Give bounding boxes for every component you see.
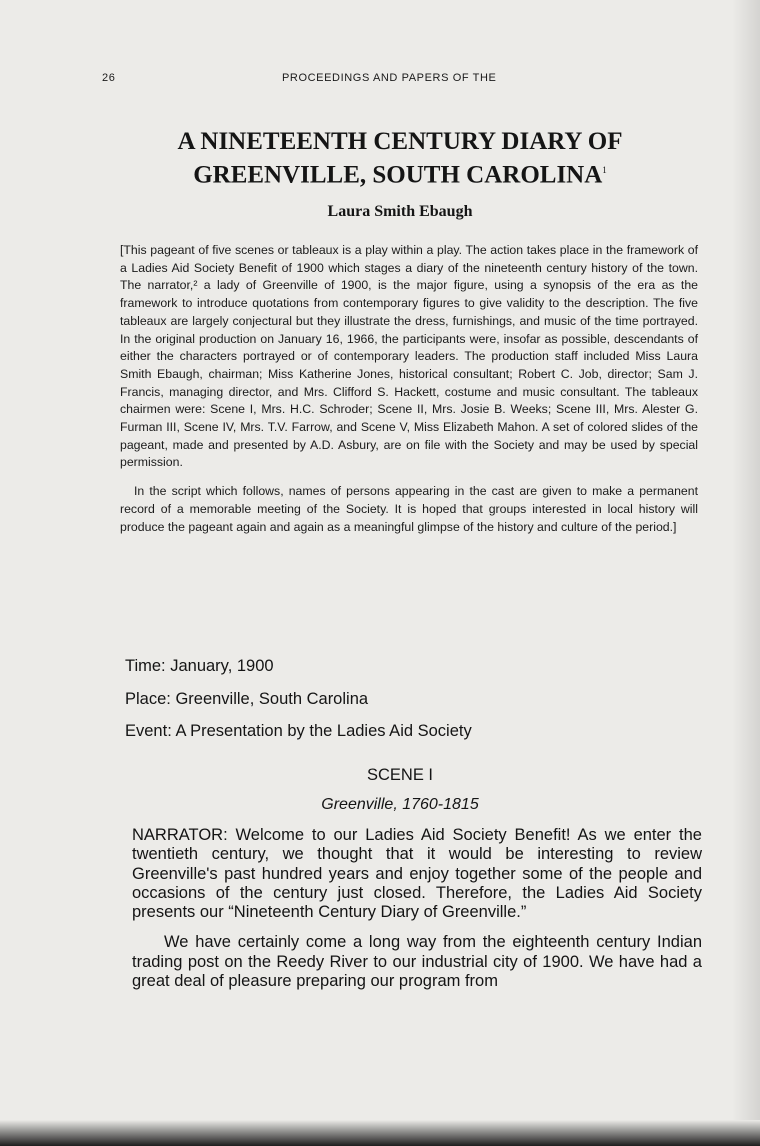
page-gutter-shadow bbox=[732, 0, 760, 1146]
scene-title: SCENE I bbox=[366, 766, 434, 784]
author-name: Laura Smith Ebaugh bbox=[327, 203, 473, 220]
scene-subtitle: Greenville, 1760-1815 bbox=[321, 796, 479, 813]
setting-time: Time: January, 1900 bbox=[125, 657, 274, 675]
narrator-paragraph-1: NARRATOR: Welcome to our Ladies Aid Society Benefit! As we enter the twentieth century, we thought that it would be interesting to review Greenville's past hundred years and enjoy together some of the people and occasions of the century just closed. Therefore, the Ladies Aid Society presents our “Nineteenth Century Diary of Greenville.” bbox=[132, 826, 702, 922]
intro-paragraph-2: In the script which follows, names of persons appearing in the cast are given to make a permanent record of a memorable meeting of the Society. It is hoped that groups interested in local history will produce the pageant again and again as a meaningful glimpse of the history and culture of the period.] bbox=[120, 484, 698, 534]
page-bottom-shadow bbox=[0, 1120, 760, 1146]
setting-event: Event: A Presentation by the Ladies Aid Society bbox=[125, 722, 472, 740]
title-line-2-text: GREENVILLE, SOUTH CAROLINA bbox=[193, 161, 603, 189]
title-footnote-mark: 1 bbox=[602, 165, 607, 175]
scene-text bbox=[132, 826, 702, 991]
running-title: PROCEEDINGS AND PAPERS OF THE bbox=[282, 72, 497, 84]
article-title bbox=[100, 128, 700, 189]
narrator-paragraph-2: We have certainly come a long way from the eighteenth century Indian trading post on the Reedy River to our industrial city of 1900. We have had a great deal of pleasure preparing our program from bbox=[132, 933, 702, 991]
title-line-2 bbox=[100, 156, 700, 189]
intro-paragraph-1: [This pageant of five scenes or tableaux is a play within a play. The action takes place in the framework of a Ladies Aid Society Benefit of 1900 which stages a diary of the nineteenth century history of the town. The narrator,² a lady of Greenville of 1900, is the major figure, using a synopsis of the era as the framework to introduce quotations from contemporary figures to give validity to the description. The five tableaux are largely conjectural but they illustrate the dress, furnishings, and music of the time portrayed. In the original production on January 16, 1966, the participants were, insofar as possible, descendants of either the characters portrayed or of contemporary leaders. The production staff included Miss Laura Smith Ebaugh, chairman; Miss Katherine Jones, historical consultant; Robert C. Job, director; Sam J. Francis, managing director, and Mrs. Clifford S. Hackett, costume and music consultant. The tableaux chairmen were: Scene I, Mrs. H.C. Schroder; Scene II, Mrs. Josie B. Weeks; Scene III, Mrs. Alester G. Furman III, Scene IV, Mrs. T.V. Farrow, and Scene V, Miss Elizabeth Mahon. A set of colored slides of the pageant, made and presented by A.D. Asbury, are on file with the Society and may be used by special permission. bbox=[120, 243, 698, 470]
setting-place: Place: Greenville, South Carolina bbox=[125, 690, 369, 708]
title-line-1: A NINETEENTH CENTURY DIARY OF bbox=[177, 128, 623, 155]
intro-note bbox=[120, 242, 698, 536]
page-number: 26 bbox=[102, 72, 116, 84]
